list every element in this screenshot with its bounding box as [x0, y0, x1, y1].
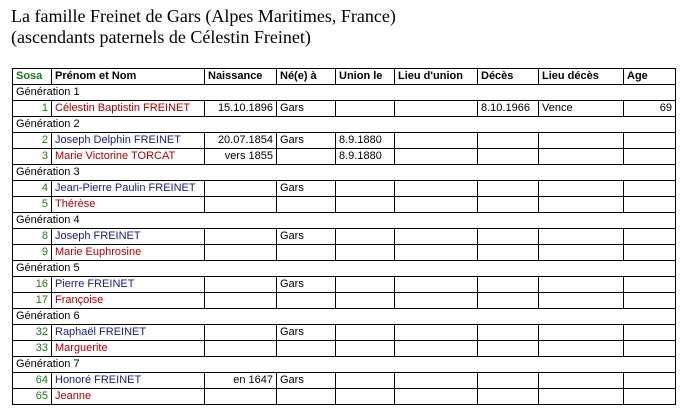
- cell-naissance: [205, 389, 277, 405]
- cell-lieu-deces: [539, 229, 624, 245]
- cell-sosa: 17: [13, 293, 52, 309]
- cell-lieu-union: [395, 293, 478, 309]
- cell-ne-a: Gars: [277, 229, 336, 245]
- generation-row: [13, 261, 676, 277]
- cell-age: [624, 293, 676, 309]
- cell-ne-a: [277, 341, 336, 357]
- generation-row: [13, 165, 676, 181]
- title-line-2: (ascendants paternels de Célestin Freinet): [11, 27, 311, 47]
- cell-nom: Honoré FREINET: [52, 373, 205, 389]
- cell-lieu-union: [395, 133, 478, 149]
- cell-age: 69: [624, 101, 676, 117]
- cell-ne-a: Gars: [277, 325, 336, 341]
- cell-naissance: [205, 181, 277, 197]
- cell-union-le: [336, 277, 395, 293]
- cell-naissance: en 1647: [205, 373, 277, 389]
- page-title: [11, 6, 396, 48]
- generation-label: Génération 4: [13, 213, 676, 229]
- cell-sosa: 5: [13, 197, 52, 213]
- cell-lieu-deces: [539, 373, 624, 389]
- table-row: [13, 325, 676, 341]
- cell-lieu-deces: [539, 389, 624, 405]
- cell-ne-a: [277, 197, 336, 213]
- table-row: [13, 197, 676, 213]
- generation-row: [13, 213, 676, 229]
- cell-nom: Joseph Delphin FREINET: [52, 133, 205, 149]
- header-age: Age: [624, 69, 676, 85]
- cell-naissance: [205, 197, 277, 213]
- cell-deces: [478, 341, 539, 357]
- cell-lieu-deces: [539, 341, 624, 357]
- cell-ne-a: [277, 389, 336, 405]
- generation-label: Génération 7: [13, 357, 676, 373]
- table-header-row: [13, 69, 676, 85]
- cell-ne-a: Gars: [277, 373, 336, 389]
- cell-nom: Marie Victorine TORCAT: [52, 149, 205, 165]
- cell-nom: Jean-Pierre Paulin FREINET: [52, 181, 205, 197]
- cell-union-le: [336, 373, 395, 389]
- header-union-le: Union le: [336, 69, 395, 85]
- cell-naissance: vers 1855: [205, 149, 277, 165]
- cell-naissance: [205, 229, 277, 245]
- cell-naissance: 15.10.1896: [205, 101, 277, 117]
- table-row: [13, 389, 676, 405]
- cell-deces: [478, 133, 539, 149]
- table-row: [13, 293, 676, 309]
- cell-union-le: 8.9.1880: [336, 149, 395, 165]
- cell-age: [624, 341, 676, 357]
- table-row: [13, 101, 676, 117]
- cell-age: [624, 325, 676, 341]
- table-row: [13, 181, 676, 197]
- cell-age: [624, 277, 676, 293]
- cell-nom: Marie Euphrosine: [52, 245, 205, 261]
- cell-lieu-union: [395, 101, 478, 117]
- cell-naissance: [205, 245, 277, 261]
- cell-ne-a: Gars: [277, 101, 336, 117]
- cell-nom: Marguerite: [52, 341, 205, 357]
- generation-label: Génération 2: [13, 117, 676, 133]
- cell-nom: Joseph FREINET: [52, 229, 205, 245]
- genealogy-table: [12, 68, 676, 405]
- table-row: [13, 133, 676, 149]
- cell-deces: [478, 197, 539, 213]
- generation-label: Génération 5: [13, 261, 676, 277]
- cell-sosa: 3: [13, 149, 52, 165]
- cell-ne-a: [277, 293, 336, 309]
- cell-nom: Jeanne: [52, 389, 205, 405]
- cell-age: [624, 133, 676, 149]
- cell-naissance: [205, 325, 277, 341]
- table-row: [13, 341, 676, 357]
- cell-deces: [478, 277, 539, 293]
- cell-deces: 8.10.1966: [478, 101, 539, 117]
- cell-lieu-union: [395, 373, 478, 389]
- cell-nom: Pierre FREINET: [52, 277, 205, 293]
- cell-lieu-deces: [539, 245, 624, 261]
- cell-lieu-deces: [539, 197, 624, 213]
- cell-union-le: [336, 389, 395, 405]
- cell-sosa: 64: [13, 373, 52, 389]
- cell-deces: [478, 149, 539, 165]
- cell-lieu-union: [395, 389, 478, 405]
- cell-lieu-deces: [539, 181, 624, 197]
- cell-naissance: [205, 341, 277, 357]
- cell-union-le: [336, 341, 395, 357]
- cell-sosa: 8: [13, 229, 52, 245]
- cell-lieu-deces: [539, 149, 624, 165]
- cell-lieu-deces: [539, 133, 624, 149]
- cell-age: [624, 389, 676, 405]
- cell-naissance: [205, 293, 277, 309]
- header-lieu-union: Lieu d'union: [395, 69, 478, 85]
- cell-nom: Thérèse: [52, 197, 205, 213]
- cell-lieu-union: [395, 229, 478, 245]
- cell-age: [624, 229, 676, 245]
- cell-age: [624, 197, 676, 213]
- cell-age: [624, 245, 676, 261]
- table-row: [13, 277, 676, 293]
- cell-sosa: 1: [13, 101, 52, 117]
- header-lieu-deces: Lieu décès: [539, 69, 624, 85]
- cell-lieu-deces: [539, 325, 624, 341]
- cell-age: [624, 373, 676, 389]
- table-row: [13, 373, 676, 389]
- generation-row: [13, 357, 676, 373]
- cell-lieu-union: [395, 245, 478, 261]
- cell-union-le: 8.9.1880: [336, 133, 395, 149]
- cell-sosa: 16: [13, 277, 52, 293]
- generation-label: Génération 3: [13, 165, 676, 181]
- cell-nom: Célestin Baptistin FREINET: [52, 101, 205, 117]
- cell-sosa: 4: [13, 181, 52, 197]
- cell-naissance: [205, 277, 277, 293]
- cell-union-le: [336, 325, 395, 341]
- cell-lieu-union: [395, 325, 478, 341]
- cell-lieu-union: [395, 197, 478, 213]
- cell-age: [624, 181, 676, 197]
- cell-lieu-union: [395, 341, 478, 357]
- cell-ne-a: Gars: [277, 181, 336, 197]
- cell-ne-a: [277, 245, 336, 261]
- cell-lieu-deces: Vence: [539, 101, 624, 117]
- cell-deces: [478, 245, 539, 261]
- cell-sosa: 9: [13, 245, 52, 261]
- cell-naissance: 20.07.1854: [205, 133, 277, 149]
- cell-union-le: [336, 101, 395, 117]
- cell-lieu-deces: [539, 277, 624, 293]
- cell-ne-a: Gars: [277, 277, 336, 293]
- cell-ne-a: [277, 149, 336, 165]
- cell-sosa: 32: [13, 325, 52, 341]
- header-sosa: Sosa: [13, 69, 52, 85]
- title-line-1: La famille Freinet de Gars (Alpes Maritimes, France): [11, 6, 396, 26]
- cell-deces: [478, 293, 539, 309]
- cell-deces: [478, 229, 539, 245]
- cell-sosa: 65: [13, 389, 52, 405]
- table-body: [13, 85, 676, 405]
- cell-sosa: 2: [13, 133, 52, 149]
- generation-row: [13, 117, 676, 133]
- cell-union-le: [336, 245, 395, 261]
- generation-row: [13, 309, 676, 325]
- cell-union-le: [336, 197, 395, 213]
- header-deces: Décès: [478, 69, 539, 85]
- cell-lieu-union: [395, 277, 478, 293]
- generation-label: Génération 1: [13, 85, 676, 101]
- cell-deces: [478, 389, 539, 405]
- cell-ne-a: Gars: [277, 133, 336, 149]
- cell-lieu-deces: [539, 293, 624, 309]
- generation-row: [13, 85, 676, 101]
- cell-deces: [478, 325, 539, 341]
- cell-union-le: [336, 181, 395, 197]
- cell-age: [624, 149, 676, 165]
- table-row: [13, 229, 676, 245]
- cell-nom: Françoise: [52, 293, 205, 309]
- header-nom: Prénom et Nom: [52, 69, 205, 85]
- cell-deces: [478, 373, 539, 389]
- cell-lieu-union: [395, 149, 478, 165]
- cell-deces: [478, 181, 539, 197]
- generation-label: Génération 6: [13, 309, 676, 325]
- cell-lieu-union: [395, 181, 478, 197]
- header-naissance: Naissance: [205, 69, 277, 85]
- cell-nom: Raphaël FREINET: [52, 325, 205, 341]
- table-row: [13, 245, 676, 261]
- cell-union-le: [336, 293, 395, 309]
- cell-union-le: [336, 229, 395, 245]
- cell-sosa: 33: [13, 341, 52, 357]
- table-row: [13, 149, 676, 165]
- header-ne-a: Né(e) à: [277, 69, 336, 85]
